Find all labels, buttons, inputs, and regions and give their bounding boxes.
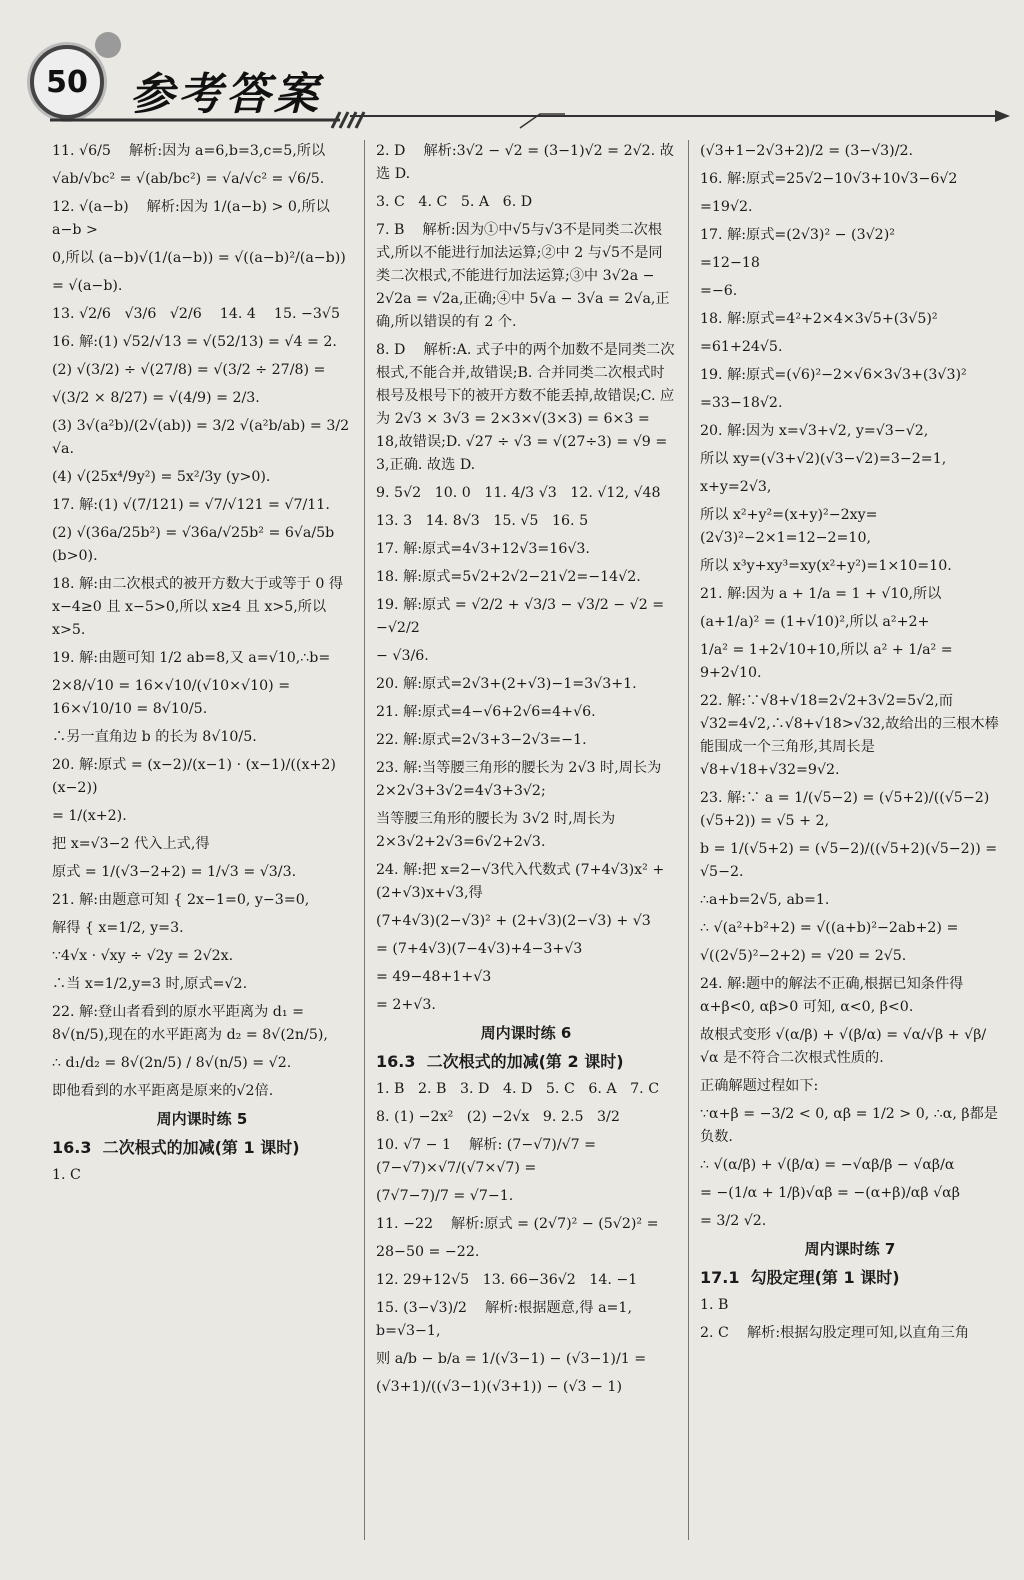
answer-line: 20. 解:原式=2√3+(2+√3)−1=3√3+1. (376, 676, 637, 692)
answer-line: 8. (1) −2x² (2) −2√x 9. 2.5 3/2 (376, 1109, 620, 1125)
answer-line: 1. C (52, 1167, 81, 1183)
answer-line: 18. 解:由二次根式的被开方数大于或等于 0 得 x−4≥0 且 x−5>0,所以 x≥4 且 x>5,所以 x>5. (52, 576, 348, 638)
section-title: 周内课时练 6 (480, 1024, 572, 1042)
answer-line: = (7+4√3)(7−4√3)+4−3+√3 (376, 941, 583, 957)
answer-line: =61+24√5. (700, 339, 783, 355)
answer-line: (2) √(36a/25b²) = √36a/√25b² = 6√a/5b (b>0). (52, 525, 339, 564)
answer-line: 2. C 解析:根据勾股定理可知,以直角三角 (700, 1325, 970, 1341)
answer-line: =19√2. (700, 199, 753, 215)
answer-line: 24. 解:题中的解法不正确,根据已知条件得 α+β<0, αβ>0 可知, α<0, β<0. (700, 976, 968, 1015)
answer-line: x+y=2√3, (700, 479, 772, 495)
answer-line: =−6. (700, 283, 738, 299)
answer-line: 所以 xy=(√3+√2)(√3−√2)=3−2=1, (700, 451, 947, 467)
answer-line: (3) 3√(a²b)/(2√(ab)) = 3/2 √(a²b/ab) = 3/2 √a. (52, 418, 354, 457)
answer-line: (√3+1)/((√3−1)(√3+1)) − (√3 − 1) (376, 1379, 622, 1395)
answer-column-3 (700, 140, 1000, 1350)
answer-line: ∴另一直角边 b 的长为 8√10/5. (52, 729, 257, 745)
answer-line: 16. 解:(1) √52/√13 = √(52/13) = √4 = 2. (52, 334, 337, 350)
answer-line: 15. (3−√3)/2 解析:根据题意,得 a=1, b=√3−1, (376, 1300, 637, 1339)
answer-line: 所以 x²+y²=(x+y)²−2xy=(2√3)²−2×1=12−2=10, (700, 507, 878, 546)
answer-line: 21. 解:原式=4−√6+2√6=4+√6. (376, 704, 596, 720)
answer-line: 12. √(a−b) 解析:因为 1/(a−b) > 0,所以 a−b > (52, 199, 335, 238)
answer-line: 1. B 2. B 3. D 4. D 5. C 6. A 7. C (376, 1081, 660, 1097)
answer-line: (a+1/a)² = (1+√10)²,所以 a²+2+ (700, 614, 930, 630)
answer-line: (√3+1−2√3+2)/2 = (3−√3)/2. (700, 143, 914, 159)
answer-line: = 49−48+1+√3 (376, 969, 492, 985)
answer-line: 12. 29+12√5 13. 66−36√2 14. −1 (376, 1272, 638, 1288)
answer-line: = −(1/α + 1/β)√αβ = −(α+β)/αβ √αβ (700, 1185, 960, 1201)
answer-line: 23. 解:当等腰三角形的腰长为 2√3 时,周长为 2×2√3+3√2=4√3+3√2; (376, 760, 666, 799)
answer-line: ∵4√x · √xy ÷ √2y = 2√2x. (52, 948, 234, 964)
answer-column-2 (376, 140, 676, 1404)
section-title: 周内课时练 5 (156, 1110, 248, 1128)
answer-line: (7+4√3)(2−√3)² + (2+√3)(2−√3) + √3 (376, 913, 651, 929)
answer-line: 18. 解:原式=4²+2×4×3√5+(3√5)² (700, 311, 938, 327)
answer-line: 2. D 解析:3√2 − √2 = (3−1)√2 = 2√2. 故选 D. (376, 143, 674, 182)
answer-line: 正确解题过程如下: (700, 1078, 819, 1094)
answer-line: 原式 = 1/(√3−2+2) = 1/√3 = √3/3. (52, 864, 297, 880)
answer-line: = 2+√3. (376, 997, 436, 1013)
answer-line: 13. √2/6 √3/6 √2/6 14. 4 15. −3√5 (52, 306, 340, 322)
answer-line: ∵α+β = −3/2 < 0, αβ = 1/2 > 0, ∴α, β都是负数. (700, 1106, 998, 1145)
answer-line: 22. 解:∵√8+√18=2√2+3√2=5√2,而 √32=4√2,∴√8+√18>√32,故给出的三根木棒能围成一个三角形,其周长是√8+√18+√32=9√2. (700, 693, 999, 778)
answer-line: (2) √(3/2) ÷ √(27/8) = √(3/2 ÷ 27/8) = (52, 362, 326, 378)
answer-line: = 3/2 √2. (700, 1213, 767, 1229)
answer-line: 8. D 解析:A. 式子中的两个加数不是同类二次根式,不能合并,故错误;B. 合并同类二次根式时根号及根号下的被开方数不能丢掉,故错误;C. 应为 2√3 × 3√3 = 2×3×√(3×3) = 6×3 = 18,故错误;D. √27 ÷ √3 = √(27÷3) = √9 = 3,正确. 故选 D. (376, 342, 675, 473)
answer-line: 7. B 解析:因为①中√5与√3不是同类二次根式,所以不能进行加法运算;②中 2 与√5不是同类二次根式,不能进行加法运算;③中 3√2a − 2√2a = √2a,正确;④中 5√a − 3√a = 2√a,正确,所以错误的有 2 个. (376, 222, 670, 330)
column-divider (688, 140, 689, 1540)
answer-line: 所以 x³y+xy³=xy(x²+y²)=1×10=10. (700, 558, 952, 574)
answer-line: ∴ √(a²+b²+2) = √((a+b)²−2ab+2) = (700, 920, 959, 936)
answer-line: 解得 { x=1/2, y=3. (52, 920, 184, 936)
answer-line: 19. 解:由题可知 1/2 ab=8,又 a=√10,∴b= (52, 650, 331, 666)
answer-line: 20. 解:因为 x=√3+√2, y=√3−√2, (700, 423, 929, 439)
answer-line: 11. −22 解析:原式 = (2√7)² − (5√2)² = (376, 1216, 659, 1232)
answer-line: ∴a+b=2√5, ab=1. (700, 892, 830, 908)
answer-line: 11. √6/5 解析:因为 a=6,b=3,c=5,所以 (52, 143, 326, 159)
answer-line: 把 x=√3−2 代入上式,得 (52, 836, 210, 852)
section-title: 周内课时练 7 (804, 1240, 896, 1258)
answer-line: 0,所以 (a−b)√(1/(a−b)) = √((a−b)²/(a−b)) (52, 250, 346, 266)
answer-line: 21. 解:由题意可知 { 2x−1=0, y−3=0, (52, 892, 310, 908)
answer-line: 16. 解:原式=25√2−10√3+10√3−6√2 (700, 171, 958, 187)
answer-line: 1/a² = 1+2√10+10,所以 a² + 1/a² = 9+2√10. (700, 642, 958, 681)
answer-line: ∴ √(α/β) + √(β/α) = −√αβ/β − √αβ/α (700, 1157, 955, 1173)
answer-line: b = 1/(√5+2) = (√5−2)/((√5+2)(√5−2)) = √5−2. (700, 841, 1002, 880)
answer-line: − √3/6. (376, 648, 429, 664)
section-subtitle: 17.1 勾股定理(第 1 课时) (700, 1268, 900, 1287)
answer-line: =12−18 (700, 255, 760, 271)
page-title: 参考答案 (130, 69, 322, 120)
section-subtitle: 16.3 二次根式的加减(第 2 课时) (376, 1052, 624, 1071)
page-number-badge: 50 (30, 45, 104, 119)
section-subtitle: 16.3 二次根式的加减(第 1 课时) (52, 1138, 300, 1157)
answer-line: =33−18√2. (700, 395, 783, 411)
answer-line: 19. 解:原式=(√6)²−2×√6×3√3+(3√3)² (700, 367, 967, 383)
answer-line: 21. 解:因为 a + 1/a = 1 + √10,所以 (700, 586, 942, 602)
answer-line: 则 a/b − b/a = 1/(√3−1) − (√3−1)/1 = (376, 1351, 647, 1367)
answer-line: 1. B (700, 1297, 729, 1313)
answer-line: √(3/2 × 8/27) = √(4/9) = 2/3. (52, 390, 260, 406)
answer-line: 22. 解:原式=2√3+3−2√3=−1. (376, 732, 587, 748)
answer-line: 即他看到的水平距离是原来的√2倍. (52, 1083, 274, 1099)
answer-line: ∴当 x=1/2,y=3 时,原式=√2. (52, 976, 248, 992)
answer-line: 22. 解:登山者看到的原水平距离为 d₁ = 8√(n/5),现在的水平距离为 d₂ = 8√(2n/5), (52, 1004, 328, 1043)
answer-line: 28−50 = −22. (376, 1244, 480, 1260)
answer-line: = √(a−b). (52, 278, 123, 294)
answer-line: 24. 解:把 x=2−√3代入代数式 (7+4√3)x² + (2+√3)x+√3,得 (376, 862, 669, 901)
answer-line: 3. C 4. C 5. A 6. D (376, 194, 533, 210)
answer-line: 23. 解:∵ a = 1/(√5−2) = (√5+2)/((√5−2)(√5+2)) = √5 + 2, (700, 790, 990, 829)
decor-bubble (95, 32, 121, 58)
answer-line: 13. 3 14. 8√3 15. √5 16. 5 (376, 513, 589, 529)
answer-line: 17. 解:原式=4√3+12√3=16√3. (376, 541, 590, 557)
answer-line: 2×8/√10 = 16×√10/(√10×√10) = 16×√10/10 = 8√10/5. (52, 678, 295, 717)
answer-line: 10. √7 − 1 解析: (7−√7)/√7 = (7−√7)×√7/(√7×√7) = (376, 1137, 601, 1176)
answer-line: 17. 解:原式=(2√3)² − (3√2)² (700, 227, 895, 243)
answer-column-1 (52, 140, 352, 1192)
answer-line: 9. 5√2 10. 0 11. 4/3 √3 12. √12, √48 (376, 485, 661, 501)
header-rule-arrow (20, 108, 1010, 130)
answer-line: √ab/√bc² = √(ab/bc²) = √a/√c² = √6/5. (52, 171, 325, 187)
answer-line: (7√7−7)/7 = √7−1. (376, 1188, 514, 1204)
page-header (0, 0, 1024, 130)
answer-line: 当等腰三角形的腰长为 3√2 时,周长为 2×3√2+2√3=6√2+2√3. (376, 811, 620, 850)
answer-line: 18. 解:原式=5√2+2√2−21√2=−14√2. (376, 569, 641, 585)
answer-line: 故根式变形 √(α/β) + √(β/α) = √α/√β + √β/√α 是不符合二次根式性质的. (700, 1027, 987, 1066)
answer-line: = 1/(x+2). (52, 808, 127, 824)
answer-line: 19. 解:原式 = √2/2 + √3/3 − √3/2 − √2 = −√2/2 (376, 597, 669, 636)
answer-line: 17. 解:(1) √(7/121) = √7/√121 = √7/11. (52, 497, 330, 513)
answer-line: (4) √(25x⁴/9y²) = 5x²/3y (y>0). (52, 469, 271, 485)
answer-line: √((2√5)²−2+2) = √20 = 2√5. (700, 948, 907, 964)
answer-line: 20. 解:原式 = (x−2)/(x−1) · (x−1)/((x+2)(x−2)) (52, 757, 336, 796)
column-divider (364, 140, 365, 1540)
answer-line: ∴ d₁/d₂ = 8√(2n/5) / 8√(n/5) = √2. (52, 1055, 292, 1071)
